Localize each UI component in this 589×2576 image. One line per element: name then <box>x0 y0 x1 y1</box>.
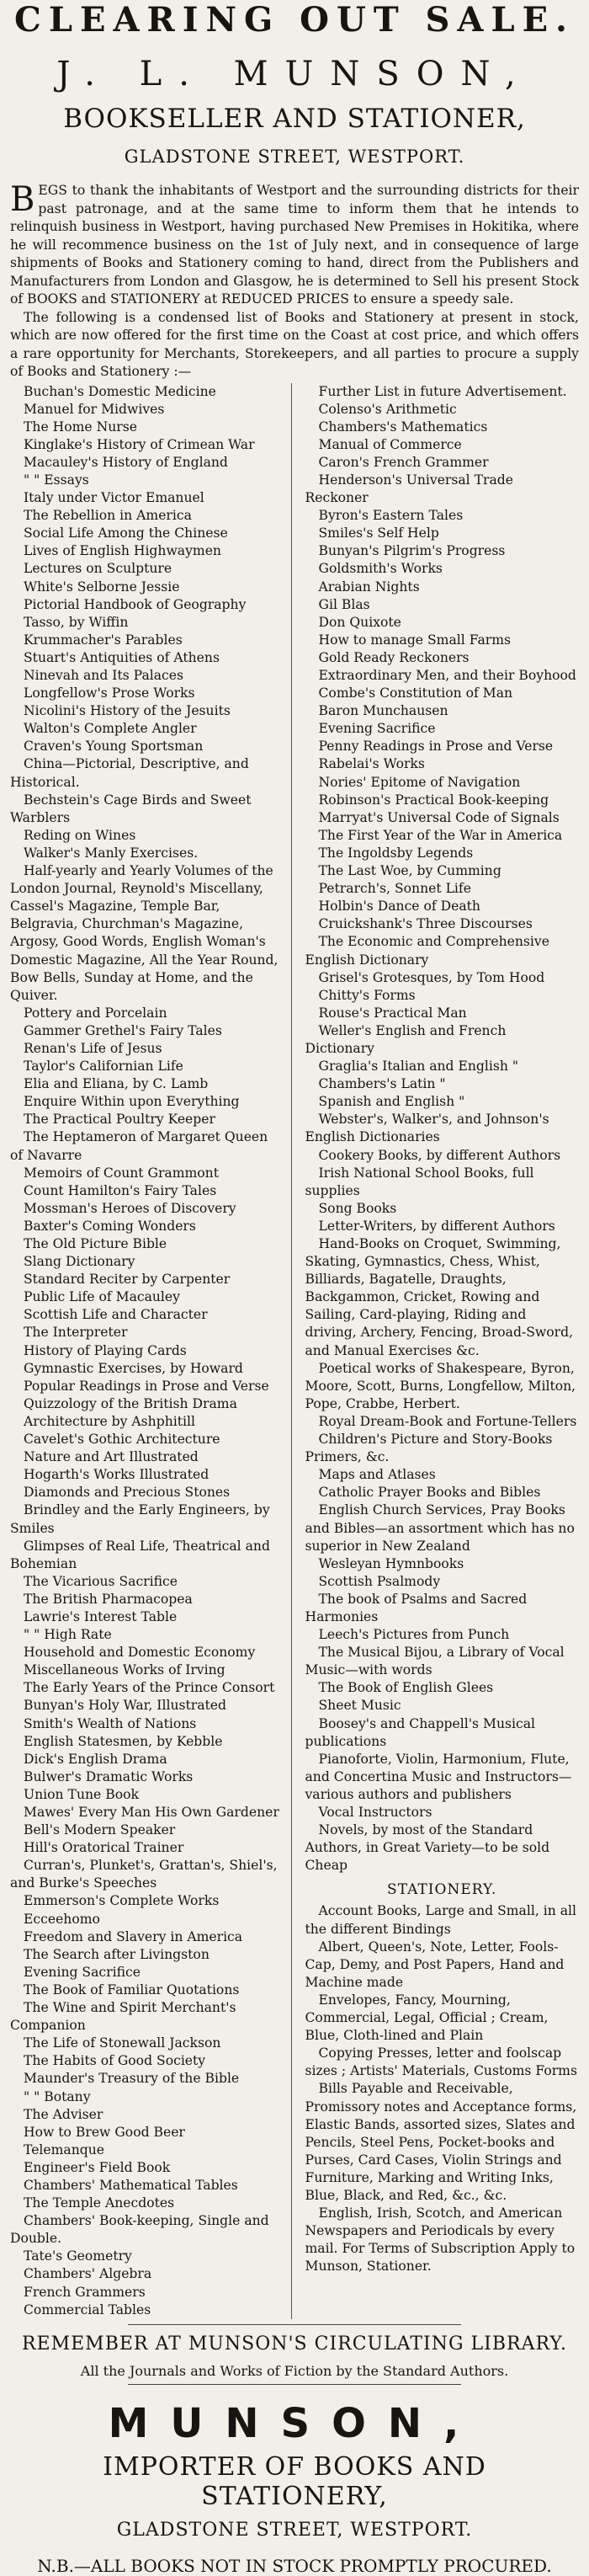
journals-line: All the Journals and Works of Fiction by the Standard Authors. <box>80 2362 509 2379</box>
list-item: Enquire Within upon Everything <box>24 1094 240 1110</box>
list-item: Extraordinary Men, and their Boyhood <box>318 668 576 683</box>
munson-banner: MUNSON, <box>108 2399 481 2447</box>
list-item: Tasso, by Wiffin <box>24 614 129 630</box>
list-item: Freedom and Slavery in America <box>24 1928 243 1944</box>
list-item: Hill's Oratorical Trainer <box>24 1840 184 1856</box>
list-item: Union Tune Book <box>24 1786 139 1802</box>
list-item: French Grammers <box>24 2284 146 2300</box>
list-item: Lives of English Highwaymen <box>24 543 221 559</box>
list-item: English, Irish, Scotch, and American Newspapers and Periodicals by every mail. For Terms of Subscription Apply to Munson, Stationer. <box>305 2205 576 2275</box>
dropcap: B <box>10 180 35 219</box>
list-item: Bulwer's Dramatic Works <box>24 1768 194 1784</box>
list-item: Emmerson's Complete Works <box>24 1893 220 1909</box>
list-item: The First Year of the War in America <box>318 827 563 843</box>
list-item: Renan's Life of Jesus <box>24 1040 162 1056</box>
list-item: The book of Psalms and Sacred Harmonies <box>305 1591 528 1624</box>
list-item: Mawes' Every Man His Own Gardener <box>24 1805 279 1820</box>
list-item: The Book of Familiar Quotations <box>24 1981 240 1997</box>
list-item: History of Playing Cards <box>24 1342 187 1358</box>
list-item: Nature and Art Illustrated <box>24 1449 199 1465</box>
list-item: Royal Dream-Book and Fortune-Tellers <box>318 1413 577 1429</box>
list-item: Henderson's Universal Trade Reckoner <box>305 472 513 506</box>
list-item: Social Life Among the Chinese <box>24 525 228 541</box>
list-item: The Economic and Comprehensive English Dictionary <box>305 934 549 968</box>
list-item: Bills Payable and Receivable, Promissory notes and Acceptance forms, Elastic Bands, assorted sizes, Slates and Pencils, Steel Pens, Pocket-books and Purses, Card Cases, Violin Strings and Furniture, Marking and Writing Inks, Blue, Black, and Red, &c., &c. <box>305 2081 577 2203</box>
importer-line: IMPORTER OF BOOKS AND STATIONERY, <box>103 2451 486 2511</box>
list-item: The Old Picture Bible <box>24 1236 167 1251</box>
list-item: Baron Munchausen <box>318 703 448 719</box>
list-item: Cavelet's Gothic Architecture <box>24 1432 220 1448</box>
list-item: Kinglake's History of Crimean War <box>24 436 255 452</box>
list-item: Brindley and the Early Engineers, by Smiles <box>10 1502 270 1536</box>
list-item: Boosey's and Chappell's Musical publications <box>305 1715 536 1749</box>
list-item: Rouse's Practical Man <box>318 1005 467 1021</box>
list-item: Miscellaneous Works of Irving <box>24 1662 226 1678</box>
list-item: Combe's Constitution of Man <box>318 685 513 701</box>
divider <box>128 2324 461 2325</box>
list-item: Nories' Epitome of Navigation <box>318 774 521 790</box>
list-item: Envelopes, Fancy, Mourning, Commercial, Legal, Official ; Cream, Blue, Cloth-lined and Plain <box>305 1992 549 2044</box>
list-item: Longfellow's Prose Works <box>24 685 195 701</box>
list-item: Glimpses of Real Life, Theatrical and Bohemian <box>10 1538 270 1571</box>
list-item: How to Brew Good Beer <box>24 2124 185 2140</box>
list-item: Walton's Complete Angler <box>24 721 197 737</box>
list-item: Stuart's Antiquities of Athens <box>24 649 220 665</box>
list-item: Half-yearly and Yearly Volumes of the London Journal, Reynold's Miscellany, Cassel's Magazine, Temple Bar, Belgravia, Churchman's Magazine, Argosy, Good Words, English Woman's Domestic Magazine, All the Year Round, Bow Bells, Sunday at Home, and the Quiver. <box>10 863 279 1003</box>
list-item: Bechstein's Cage Birds and Sweet Warblers <box>10 792 252 825</box>
proprietor-name: J. L. MUNSON, <box>56 55 533 93</box>
list-item: Architecture by Ashphitill <box>24 1413 195 1429</box>
nb-line: N.B.—ALL BOOKS NOT IN STOCK PROMPTLY PROCURED. <box>37 2555 552 2576</box>
list-item: Nicolini's History of the Jesuits <box>24 703 231 719</box>
list-item: Engineer's Field Book <box>24 2159 171 2175</box>
stationery-items <box>305 1902 580 2275</box>
remember-line: REMEMBER AT MUNSON'S CIRCULATING LIBRARY. <box>21 2333 568 2355</box>
list-item: Grisel's Grotesques, by Tom Hood <box>318 969 545 985</box>
list-item: Leech's Pictures from Punch <box>318 1627 510 1643</box>
list-item: Manual of Commerce <box>318 436 462 452</box>
list-item: Caron's French Grammer <box>318 454 489 470</box>
list-item: Chambers's Latin " <box>318 1076 446 1092</box>
list-item: Italy under Victor Emanuel <box>24 490 204 506</box>
list-item: Letter-Writers, by different Authors <box>318 1218 555 1234</box>
list-item: Maunder's Treasury of the Bible <box>24 2071 240 2087</box>
list-item: Penny Readings in Prose and Verse <box>318 739 554 755</box>
list-item: Evening Sacrifice <box>318 721 436 737</box>
list-item: " " Botany <box>24 2088 91 2104</box>
list-item: Dick's English Drama <box>24 1751 167 1767</box>
list-item: Arabian Nights <box>318 579 420 595</box>
list-item: Chambers' Book-keeping, Single and Double. <box>10 2213 269 2247</box>
list-item: Macauley's History of England <box>24 454 228 470</box>
list-item: Albert, Queen's, Note, Letter, Fools-Cap, Demy, and Post Papers, Hand and Machine made <box>305 1939 565 1990</box>
list-item: Baxter's Coming Wonders <box>24 1218 196 1234</box>
list-item: Children's Picture and Story-Books Primers, &c. <box>305 1432 553 1465</box>
list-item: The Adviser <box>24 2106 103 2122</box>
list-item: How to manage Small Farms <box>318 632 511 648</box>
list-item: Pottery and Porcelain <box>24 1005 167 1021</box>
list-item: Catholic Prayer Books and Bibles <box>318 1485 541 1501</box>
list-item: Mossman's Heroes of Discovery <box>24 1200 236 1216</box>
list-item: Smith's Wealth of Nations <box>24 1715 197 1731</box>
list-item: Vocal Instructors <box>318 1805 432 1820</box>
list-item: The Home Nurse <box>24 419 137 435</box>
list-item: Scottish Life and Character <box>24 1307 208 1323</box>
list-item: Hand-Books on Croquet, Swimming, Skating, Gymnastics, Chess, Whist, Billiards, Bagatelle, Draughts, Backgammon, Cricket, Rowing and Sailing, Card-playing, Riding and driving, Archery, Fencing, Broad-Sword, and Manual Exercises &c. <box>305 1236 574 1358</box>
list-item: Weller's English and French Dictionary <box>305 1022 507 1056</box>
list-item: Diamonds and Precious Stones <box>24 1485 231 1501</box>
list-item: China—Pictorial, Descriptive, and Historical. <box>10 756 249 790</box>
list-item: Slang Dictionary <box>24 1254 135 1270</box>
list-item: Public Life of Macauley <box>24 1289 180 1305</box>
list-item: Sheet Music <box>318 1698 401 1714</box>
list-item: Elia and Eliana, by C. Lamb <box>24 1076 209 1092</box>
list-item: Gammer Grethel's Fairy Tales <box>24 1022 222 1038</box>
list-item: The Ingoldsby Legends <box>318 845 474 861</box>
list-item: Manuel for Midwives <box>24 401 165 417</box>
list-item: Chambers' Mathematical Tables <box>24 2177 238 2193</box>
list-item: Novels, by most of the Standard Authors, in Great Variety—to be sold Cheap <box>305 1822 550 1874</box>
list-item: The Last Woe, by Cumming <box>318 863 501 879</box>
list-item: The Wine and Spirit Merchant's Companion <box>10 2000 236 2034</box>
list-item: Goldsmith's Works <box>318 561 443 577</box>
list-item: Rabelai's Works <box>318 756 425 772</box>
list-item: Song Books <box>318 1200 397 1216</box>
list-item: Poetical works of Shakespeare, Byron, Moore, Scott, Burns, Longfellow, Milton, Pope, Crabbe, Herbert. <box>305 1360 576 1411</box>
list-item: Further List in future Advertisement. <box>318 383 567 399</box>
divider <box>128 2384 461 2385</box>
list-item: " " High Rate <box>24 1627 112 1643</box>
right-column-items <box>305 383 580 1875</box>
list-item: Colenso's Arithmetic <box>318 401 457 417</box>
list-item: Ecceehomo <box>24 1911 100 1927</box>
list-item: " " Essays <box>24 472 89 488</box>
list-item: Tate's Geometry <box>24 2248 132 2264</box>
intro-paragraph-2: The following is a condensed list of Books and Stationery at present in stock, which are now offered for the first time on the Coast at cost price, and which offers a rare opportunity for Merchants, Storekeepers, and all parties to procure a supply of Books and Stationery :— <box>10 309 579 379</box>
list-item: Bunyan's Pilgrim's Progress <box>318 543 506 559</box>
list-item: The Vicarious Sacrifice <box>24 1573 178 1589</box>
list-item: The Book of English Glees <box>318 1680 494 1696</box>
list-item: The Heptameron of Margaret Queen of Navarre <box>10 1129 268 1163</box>
list-item: Webster's, Walker's, and Johnson's English Dictionaries <box>305 1112 549 1145</box>
list-item: Krummacher's Parables <box>24 632 183 648</box>
list-item: Gold Ready Reckoners <box>318 649 470 665</box>
stationery-heading: STATIONERY. <box>387 1881 497 1899</box>
list-item: Standard Reciter by Carpenter <box>24 1272 231 1288</box>
list-item: English Church Services, Pray Books and Bibles—an assortment which has no superior in New Zealand <box>305 1502 575 1554</box>
list-item: The Temple Anecdotes <box>24 2195 175 2211</box>
trade: BOOKSELLER AND STATIONER, <box>63 104 526 134</box>
list-item: Smiles's Self Help <box>318 525 439 541</box>
list-item: Chambers's Mathematics <box>318 419 488 435</box>
list-item: Account Books, Large and Small, in all the different Bindings <box>305 1903 576 1937</box>
list-item: Chitty's Forms <box>318 987 416 1003</box>
list-item: Reding on Wines <box>24 827 136 843</box>
list-item: Curran's, Plunket's, Grattan's, Shiel's, and Burke's Speeches <box>10 1858 278 1891</box>
list-item: Telemanque <box>24 2141 105 2157</box>
list-item: Chambers' Algebra <box>24 2266 152 2282</box>
list-item: White's Selborne Jessie <box>24 579 180 595</box>
list-item: Bell's Modern Speaker <box>24 1822 176 1838</box>
list-item: Don Quixote <box>318 614 401 630</box>
list-item: Copying Presses, letter and foolscap sizes ; Artists' Materials, Customs Forms <box>305 2045 577 2079</box>
list-item: The Habits of Good Society <box>24 2053 206 2069</box>
footer-address: GLADSTONE STREET, WESTPORT. <box>116 2519 473 2541</box>
list-item: Memoirs of Count Grammont <box>24 1165 219 1181</box>
book-list <box>10 383 579 2319</box>
list-item: The Life of Stonewall Jackson <box>24 2035 221 2051</box>
address: GLADSTONE STREET, WESTPORT. <box>124 147 465 167</box>
list-item: The British Pharmacopea <box>24 1591 193 1607</box>
list-item: Hogarth's Works Illustrated <box>24 1467 210 1483</box>
list-item: Taylor's Californian Life <box>24 1059 183 1075</box>
list-item: Irish National School Books, full supplies <box>305 1165 534 1198</box>
list-item: Gymnastic Exercises, by Howard <box>24 1360 243 1376</box>
list-item: Robinson's Practical Book-keeping <box>318 792 549 808</box>
list-item: Craven's Young Sportsman <box>24 739 204 755</box>
list-item: Scottish Psalmody <box>318 1573 441 1589</box>
list-item: Walker's Manly Exercises. <box>24 845 199 861</box>
list-item: Commercial Tables <box>24 2301 151 2317</box>
list-item: Popular Readings in Prose and Verse <box>24 1378 269 1394</box>
list-item: Holbin's Dance of Death <box>318 899 480 915</box>
list-item: Ninevah and Its Palaces <box>24 668 184 683</box>
list-item: The Rebellion in America <box>24 508 192 524</box>
list-item: Quizzology of the British Drama <box>24 1395 237 1411</box>
list-item: Marryat's Universal Code of Signals <box>318 809 560 825</box>
list-item: Pictorial Handbook of Geography <box>24 596 247 612</box>
list-item: Spanish and English " <box>318 1094 465 1110</box>
list-item: Evening Sacrifice <box>24 1964 141 1980</box>
right-column <box>305 383 580 2319</box>
list-item: Lawrie's Interest Table <box>24 1608 178 1624</box>
list-item: English Statesmen, by Kebble <box>24 1733 223 1749</box>
list-item: Household and Domestic Economy <box>24 1645 256 1661</box>
list-item: Wesleyan Hymnbooks <box>318 1555 464 1571</box>
list-item: Bunyan's Holy War, Illustrated <box>24 1698 226 1714</box>
list-item: Maps and Atlases <box>318 1467 436 1483</box>
list-item: Pianoforte, Violin, Harmonium, Flute, and Concertina Music and Instructors—various authors and publishers <box>305 1751 572 1802</box>
list-item: The Interpreter <box>24 1325 128 1341</box>
list-item: The Early Years of the Prince Consort <box>24 1680 275 1696</box>
list-item: Buchan's Domestic Medicine <box>24 383 216 399</box>
list-item: The Practical Poultry Keeper <box>24 1112 215 1128</box>
list-item: The Musical Bijou, a Library of Vocal Music—with words <box>305 1645 565 1678</box>
list-item: Count Hamilton's Fairy Tales <box>24 1182 217 1198</box>
left-column <box>10 383 292 2319</box>
list-item: Cruickshank's Three Discourses <box>318 916 533 932</box>
list-item: Byron's Eastern Tales <box>318 508 464 524</box>
intro-paragraph-1 <box>10 182 579 309</box>
title: CLEARING OUT SALE. <box>14 0 575 40</box>
list-item: Lectures on Sculpture <box>24 561 172 577</box>
list-item: Cookery Books, by different Authors <box>318 1147 561 1163</box>
list-item: Gil Blas <box>318 596 370 612</box>
list-item: Graglia's Italian and English " <box>318 1059 519 1075</box>
intro-text-1: EGS to thank the inhabitants of Westport and the surrounding districts for their past patronage, and at the same time to inform them that he intends to relinquish business in Westport, having purchased New Premises in Hokitika, where he will recommence business on the 1st of July next, and in consequence of large shipments of Books and Stationery coming to hand, direct from the Publishers and Manufacturers from London and Glasgow, he is determined to Sell his present Stock of BOOKS and STATIONERY at REDUCED PRICES to ensure a speedy sale. <box>10 183 579 307</box>
list-item: The Search after Livingston <box>24 1946 210 1962</box>
intro <box>10 182 579 381</box>
list-item: Petrarch's, Sonnet Life <box>318 881 471 897</box>
